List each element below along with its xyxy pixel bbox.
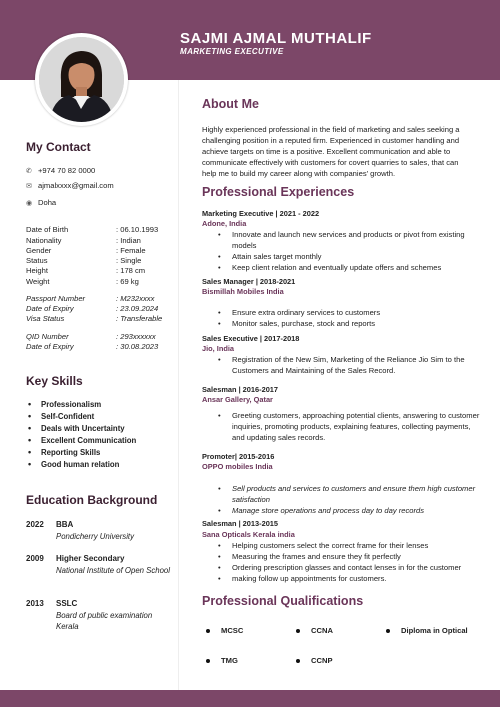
edu-year: 2009 (26, 554, 44, 563)
bullet-icon (386, 629, 390, 633)
job-title: Promoter| 2015-2016 (202, 452, 275, 461)
location-icon: ◉ (26, 199, 33, 207)
profile-photo (39, 37, 124, 122)
location-text: Doha (38, 198, 57, 207)
bullet-icon (296, 629, 300, 633)
email-text: ajmalxxxx@gmail.com (38, 181, 114, 190)
job-company: Bismillah Mobiles India (202, 287, 284, 296)
bullet-icon (296, 659, 300, 663)
edu-year: 2022 (26, 520, 44, 529)
column-divider (178, 80, 179, 690)
edu-title: BBA (56, 520, 74, 529)
qualification-item: MCSC (206, 626, 243, 635)
job-title: Salesman | 2016-2017 (202, 385, 279, 394)
experience-heading: Professional Experiences (202, 185, 355, 199)
contact-heading: My Contact (26, 140, 91, 154)
job-company: Ansar Gallery, Qatar (202, 395, 273, 404)
skill-item: • Good human relation (28, 458, 136, 470)
duty-item: • Sell products and services to customers and ensure them high customer satisfaction (218, 483, 480, 505)
skills-heading: Key Skills (26, 374, 83, 388)
duty-item: • Ensure extra ordinary services to customers (218, 307, 480, 318)
skill-item: • Deals with Uncertainty (28, 422, 136, 434)
duty-item: • Registration of the New Sim, Marketing of the Reliance Jio Sim to the Customers and Maintaining of the Sales Record. (218, 354, 480, 376)
job-duties (218, 229, 480, 273)
about-text: Highly experienced professional in the field of marketing and sales seeking a challenging position in a reputed firm. Experienced in customer handling and achieve targets on time is a positive. Excellent communication and able to communicate effectively with customers for covert quarries to sales, that can help me to build my career along with companies' growth. (202, 125, 460, 178)
duty-item: • Manage store operations and process day to day records (218, 505, 480, 516)
edu-title: Higher Secondary (56, 554, 125, 563)
edu-year: 2013 (26, 599, 44, 608)
contact-phone (26, 166, 95, 175)
job-company: Sana Opticals Kerala india (202, 530, 295, 539)
bullet-icon (206, 629, 210, 633)
job-title: Salesman | 2013-2015 (202, 519, 279, 528)
duty-item: • making follow up appointments for customers. (218, 573, 480, 584)
job-duties (218, 354, 480, 376)
duty-item: • Helping customers select the correct frame for their lenses (218, 540, 480, 551)
duty-item: • Ordering prescription glasses and contact lenses in for the customer (218, 562, 480, 573)
duty-item: • Measuring the frames and ensure they fit perfectly (218, 551, 480, 562)
job-duties (218, 410, 480, 443)
skill-item: • Excellent Communication (28, 434, 136, 446)
job-duties (218, 307, 480, 329)
qualifications-heading: Professional Qualifications (202, 594, 364, 608)
job-company: Jio, India (202, 344, 235, 353)
job-title: Marketing Executive | 2021 - 2022 (202, 209, 320, 218)
duty-item: • Keep client relation and eventually update offers and schemes (218, 262, 480, 273)
qualification-item: TMG (206, 656, 238, 665)
skill-item: • Reporting Skills (28, 446, 136, 458)
duty-item: • Greeting customers, approaching potential clients, answering to customer inquiries, promoting products, explaining features, collecting payments, and updating sales records. (218, 410, 480, 443)
duty-item: • Monitor sales, purchase, stock and reports (218, 318, 480, 329)
contact-email (26, 181, 114, 190)
edu-institution: Pondicherry University (56, 532, 134, 541)
candidate-role: MARKETING EXECUTIVE (180, 47, 284, 56)
edu-title: SSLC (56, 599, 78, 608)
qualification-item: CCNP (296, 656, 333, 665)
qualification-item: CCNA (296, 626, 333, 635)
edu-institution: Board of public examination Kerala (56, 611, 153, 631)
job-title: Sales Executive | 2017-2018 (202, 334, 300, 343)
duty-item: • Innovate and launch new services and products or pivot from existing models (218, 229, 480, 251)
skill-item: • Professionalism (28, 398, 136, 410)
phone-text: +974 70 82 0000 (38, 166, 96, 175)
education-heading: Education Background (26, 493, 158, 507)
skill-item: • Self-Confident (28, 410, 136, 422)
skills-list (28, 398, 136, 470)
job-duties (218, 540, 480, 584)
qualification-item: Diploma in Optical (386, 626, 468, 635)
about-heading: About Me (202, 97, 259, 111)
bullet-icon (206, 659, 210, 663)
duty-item: • Attain sales target monthly (218, 251, 480, 262)
job-company: OPPO mobiles India (202, 462, 273, 471)
edu-institution: National Institute of Open School (56, 566, 170, 575)
profile-photo-image (39, 37, 124, 122)
job-duties (218, 483, 480, 516)
job-title: Sales Manager | 2018-2021 (202, 277, 296, 286)
phone-icon: ✆ (26, 167, 32, 175)
contact-location (26, 198, 56, 207)
footer-bar (0, 690, 500, 707)
email-icon: ✉ (26, 182, 32, 190)
candidate-name: SAJMI AJMAL MUTHALIF (180, 30, 372, 47)
job-company: Adone, India (202, 219, 247, 228)
